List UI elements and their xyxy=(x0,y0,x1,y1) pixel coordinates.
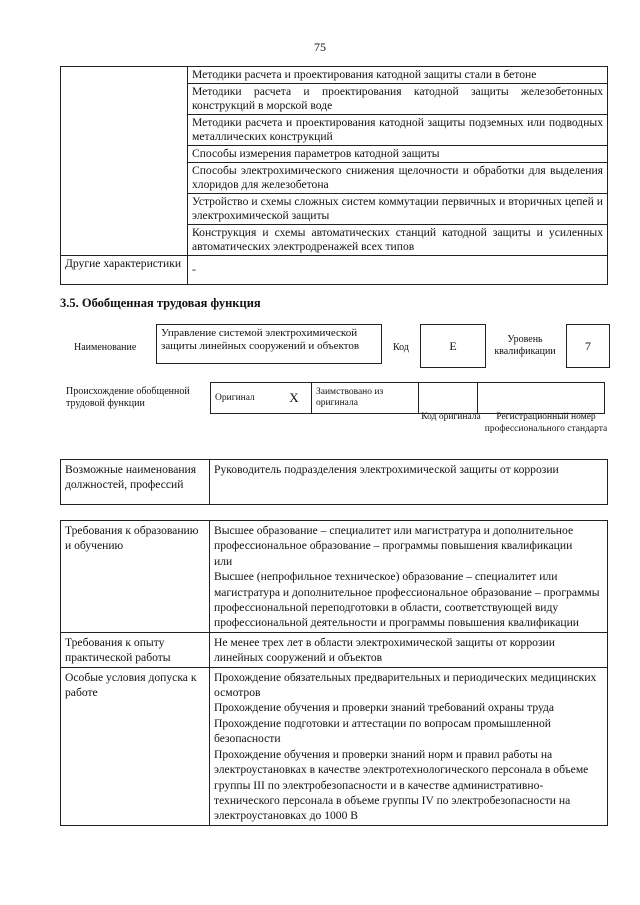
experience-line: Не менее трех лет в области электрохимической защиты от коррозии линейных сооружений и объектов xyxy=(214,635,555,665)
reg-number-caption: Регистрационный номер профессионального стандарта xyxy=(484,412,608,434)
admission-line: Прохождение обучения и проверки знаний норм и правил работы на электроустановках в качестве электротехнологического персонала в объеме группы III по электробезопасности и в качестве административно-технического персонала в объеме группы IV по электробезопасности на электроустановках до 1000 В xyxy=(214,747,589,823)
knowledge-table xyxy=(60,66,608,285)
code-original-cell xyxy=(419,383,478,414)
experience-value xyxy=(210,632,608,667)
admission-line: Прохождение подготовки и аттестации по вопросам промышленной безопасности xyxy=(214,716,551,746)
admission-label: Особые условия допуска к работе xyxy=(61,667,210,825)
experience-label: Требования к опыту практической работы xyxy=(61,632,210,667)
education-value xyxy=(210,521,608,633)
positions-table xyxy=(60,459,608,505)
code-original-caption: Код оригинала xyxy=(421,412,481,422)
other-characteristics-value: - xyxy=(188,256,608,285)
requirements-table xyxy=(60,520,608,826)
admission-line: Прохождение обучения и проверки знаний требований охраны труда xyxy=(214,701,555,715)
education-line: или xyxy=(214,554,233,568)
positions-value: Руководитель подразделения электрохимической защиты от коррозии xyxy=(210,460,608,505)
empty-label-cell xyxy=(61,67,188,256)
knowledge-item: Устройство и схемы сложных систем коммутации первичных и вторичных цепей и электрохимической защиты xyxy=(188,194,608,225)
education-line: Высшее образование – специалитет или магистратура и дополнительное профессиональное образование – программы повышения квалификации xyxy=(214,524,574,553)
knowledge-item: Конструкция и схемы автоматических станций катодной защиты и усиленных автоматических электродренажей всех типов xyxy=(188,225,608,256)
reg-number-cell xyxy=(478,383,605,414)
knowledge-item: Методики расчета и проектирования катодной защиты железобетонных конструкций в морской воде xyxy=(188,84,608,115)
name-label: Наименование xyxy=(74,342,137,353)
education-line: Высшее (непрофильное техническое) образование – специалитет или магистратура и дополнительное профессиональное образование – программы профессиональной переподготовки в области, соответствующей виду профессиональной деятельности и программы повышения квалификации xyxy=(214,570,600,630)
knowledge-item: Способы электрохимического снижения щелочности и обработки для выделения хлоридов для железобетона xyxy=(188,163,608,194)
origin-table xyxy=(210,382,605,414)
admission-line: Прохождение обязательных предварительных и периодических медицинских осмотров xyxy=(214,670,597,700)
page-number: 75 xyxy=(314,40,326,54)
level-label: Уровень квалификации xyxy=(494,334,556,357)
knowledge-item: Способы измерения параметров катодной защиты xyxy=(188,146,608,163)
original-mark: X xyxy=(277,383,312,414)
function-name-box: Управление системой электрохимической защиты линейных сооружений и объектов xyxy=(156,324,382,364)
level-value-box: 7 xyxy=(566,324,610,368)
origin-label: Происхождение обобщенной трудовой функции xyxy=(66,386,190,409)
knowledge-item: Методики расчета и проектирования катодной защиты стали в бетоне xyxy=(188,67,608,84)
other-characteristics-label: Другие характеристики xyxy=(61,256,188,285)
code-label: Код xyxy=(393,342,409,353)
original-label: Оригинал xyxy=(211,383,278,414)
section-title: 3.5. Обобщенная трудовая функция xyxy=(60,296,261,310)
borrowed-label: Заимствовано из оригинала xyxy=(312,383,419,414)
code-value-box: Е xyxy=(420,324,486,368)
knowledge-item: Методики расчета и проектирования катодной защиты подземных или подводных металлических конструкций xyxy=(188,115,608,146)
admission-value xyxy=(210,667,608,825)
education-label: Требования к образованию и обучению xyxy=(61,521,210,633)
positions-label: Возможные наименования должностей, профессий xyxy=(61,460,210,505)
